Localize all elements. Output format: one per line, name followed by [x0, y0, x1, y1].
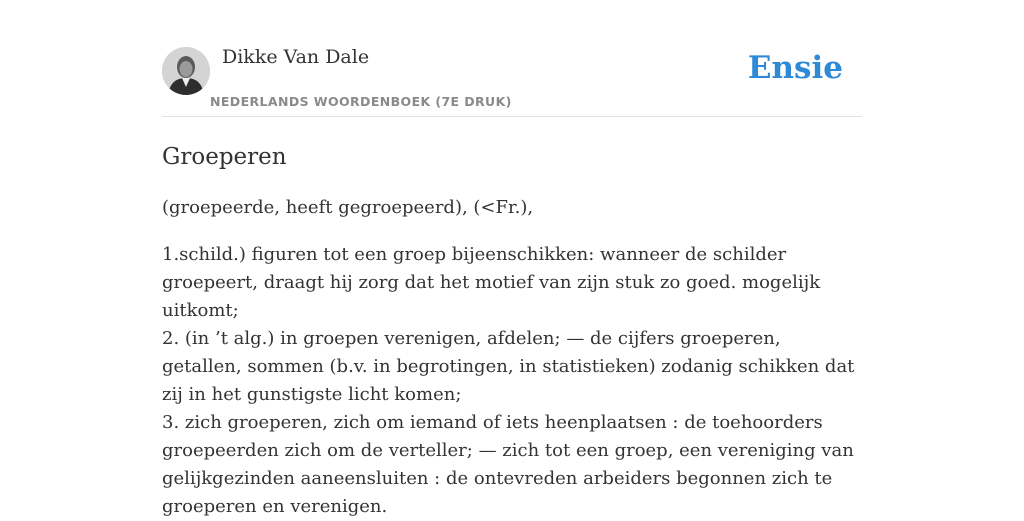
author-avatar[interactable]: [162, 47, 210, 95]
entry-definitions: [162, 241, 862, 521]
entry-header: [162, 46, 862, 117]
entry-title: Groeperen: [162, 144, 287, 170]
portrait-icon: [162, 47, 210, 95]
definition-item: 1.schild.) figuren tot een groep bijeenschikken: wanneer de schilder groepeert, draagt hij zorg dat het motief van zijn stuk zo goed. mogelijk uitkomt;: [162, 244, 821, 321]
source-label[interactable]: NEDERLANDS WOORDENBOEK (7E DRUK): [210, 94, 512, 109]
author-name[interactable]: Dikke Van Dale: [222, 46, 370, 68]
definition-item: 2. (in ’t alg.) in groepen verenigen, afdelen; — de cijfers groeperen, getallen, sommen (b.v. in begrotingen, in statistieken) zodanig schikken dat zij in het gunstigste licht komen;: [162, 328, 855, 405]
definition-item: 3. zich groeperen, zich om iemand of iets heenplaatsen : de toehoorders groepeerden zich om de verteller; — zich tot een groep, een vereniging van gelijkgezinden aaneensluiten : de ontevreden arbeiders begonnen zich te groeperen en verenigen.: [162, 412, 854, 517]
entry-card: [162, 46, 862, 521]
entry-grammar: (groepeerde, heeft gegroepeerd), (<Fr.),: [162, 197, 534, 218]
brand-logo[interactable]: Ensie: [747, 50, 843, 86]
